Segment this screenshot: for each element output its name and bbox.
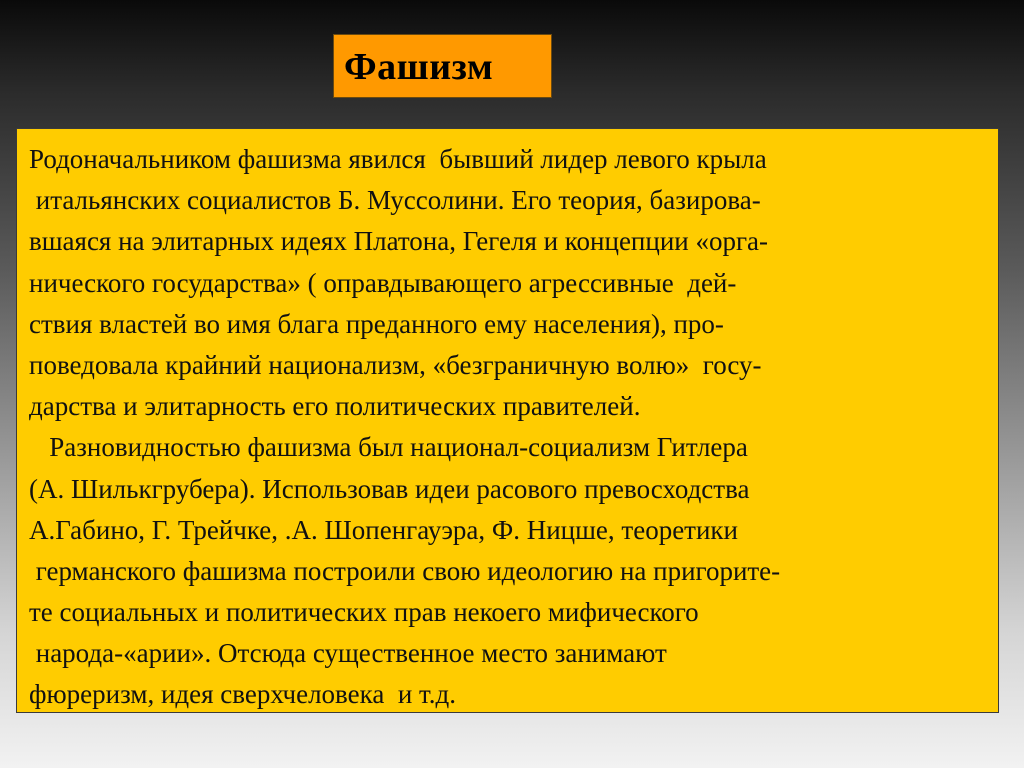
text-line: Родоначальником фашизма явился бывший лидер левого крыла <box>29 144 767 174</box>
slide-title-box <box>333 34 552 98</box>
text-line: нического государства» ( оправдывающего агрессивные дей- <box>29 267 737 298</box>
text-line: поведовала крайний национализм, «безграничную волю» госу- <box>29 349 762 380</box>
slide-title: Фашизм <box>344 46 494 88</box>
text-line: (А. Шилькгрубера). Использовав идеи расового превосходства <box>29 473 750 504</box>
text-line: фюреризм, идея сверхчеловека и т.д. <box>29 679 457 710</box>
text-line: дарства и элитарность его политических правителей. <box>29 391 641 422</box>
text-line: А.Габино, Г. Трейчке, .А. Шопенгауэра, Ф. Ницше, теоретики <box>29 514 738 545</box>
text-line: те социальных и политических прав некоего мифического <box>29 597 699 628</box>
text-line: народа-«арии». Отсюда существенное место занимают <box>29 638 667 669</box>
slide-content-box <box>16 128 999 713</box>
slide-body-text <box>17 139 998 716</box>
text-line: ствия властей во имя блага преданного ему населения), про- <box>29 308 724 339</box>
text-line: итальянских социалистов Б. Муссолини. Его теория, базирова- <box>29 185 761 216</box>
text-line: вшаяся на элитарных идеях Платона, Гегеля и концепции «орга- <box>29 226 769 257</box>
text-line: германского фашизма построили свою идеологию на пригорите- <box>29 555 781 586</box>
text-line: Разновидностью фашизма был национал-социализм Гитлера <box>29 432 748 463</box>
